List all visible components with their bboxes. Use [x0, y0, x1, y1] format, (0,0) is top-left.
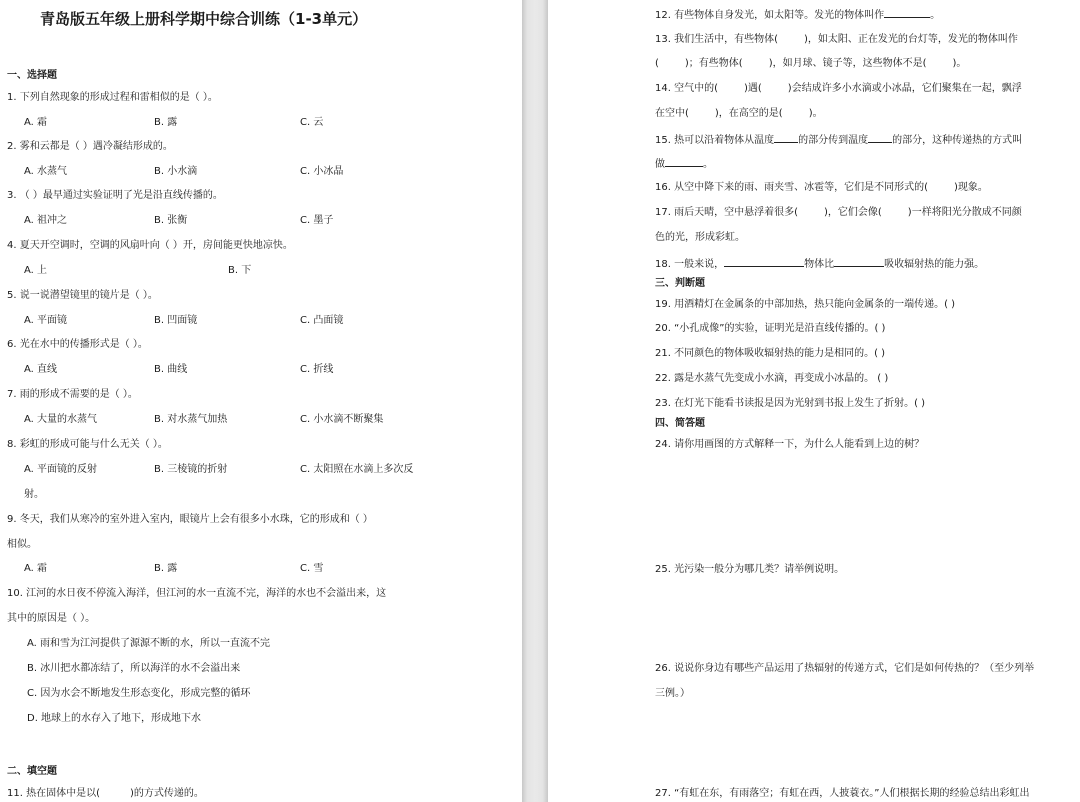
- q8-option-c-continued: 射。: [24, 489, 44, 500]
- q6-option-c: C. 折线: [300, 364, 334, 375]
- q9-option-a: A. 霜: [24, 563, 48, 574]
- q1-option-b: B. 露: [154, 117, 178, 128]
- q15-blank-1[interactable]: [774, 133, 798, 143]
- q15-text-a: 15. 热可以沿着物体从温度: [655, 135, 775, 146]
- question-20: 20. “小孔成像”的实验，证明光是沿直线传播的。( ): [655, 323, 886, 334]
- question-9: 9. 冬天，我们从寒冷的室外进入室内，眼镜片上会有很多小水珠，它的形成和（ ）: [7, 514, 373, 525]
- question-16: [655, 182, 988, 194]
- section-heading-fill: 二、填空题: [7, 766, 57, 777]
- question-17: [655, 207, 1022, 219]
- q3-option-a: A. 祖冲之: [24, 215, 68, 226]
- q15-blank-3[interactable]: [665, 157, 703, 167]
- question-9-continued: 相似。: [7, 539, 37, 550]
- q5-option-a: A. 平面镜: [24, 315, 68, 326]
- question-15: [655, 133, 1022, 147]
- question-14-line2: [655, 108, 823, 120]
- question-1: 1. 下列自然现象的形成过程和雷相似的是（ ）。: [7, 92, 218, 103]
- q13-text-e: )，如月球、镜子等，这些物体不是(: [768, 58, 927, 69]
- q14-text-f: )。: [808, 108, 823, 119]
- q6-option-b: B. 曲线: [154, 364, 188, 375]
- q12-text: 12. 有些物体自身发光，如太阳等。发光的物体叫作: [655, 10, 885, 21]
- q5-option-b: B. 凹面镜: [154, 315, 198, 326]
- q8-option-b: B. 三棱镜的折射: [154, 464, 228, 475]
- question-19: 19. 用酒精灯在金属条的中部加热，热只能向金属条的一端传递。( ): [655, 299, 956, 310]
- q11-text-a: 11. 热在固体中是以(: [7, 788, 100, 799]
- q12-end: 。: [930, 10, 941, 21]
- q10-option-d: D. 地球上的水存入了地下，形成地下水: [27, 713, 202, 724]
- q17-text-c: )一样将阳光分散成不同颜: [907, 207, 1022, 218]
- q13-text-f: )。: [952, 58, 967, 69]
- q7-option-b: B. 对水蒸气加热: [154, 414, 228, 425]
- q4-option-a: A. 上: [24, 265, 48, 276]
- right-page: [548, 0, 1080, 802]
- q11-text-b: )的方式传递的。: [129, 788, 204, 799]
- question-27: 27. “有虹在东，有雨落空；有虹在西，人披蓑衣。”人们根据长期的经验总结出彩虹出: [655, 788, 1030, 799]
- section-heading-short-answer: 四、简答题: [655, 418, 705, 429]
- q2-option-b: B. 小水滴: [154, 166, 198, 177]
- question-26: 26. 说说你身边有哪些产品运用了热辐射的传递方式，它们是如何传热的？（至少列举: [655, 663, 1035, 674]
- q8-option-a: A. 平面镜的反射: [24, 464, 98, 475]
- left-page: [0, 0, 522, 802]
- question-4: 4. 夏天开空调时，空调的风扇叶向（ ）开，房间能更快地凉快。: [7, 240, 293, 251]
- question-24: 24. 请你用画图的方式解释一下，为什么人能看到上边的树？: [655, 439, 925, 450]
- section-heading-choice: 一、选择题: [7, 70, 57, 81]
- q1-option-a: A. 霜: [24, 117, 48, 128]
- q3-option-b: B. 张衡: [154, 215, 188, 226]
- q15-text-e: 。: [703, 159, 713, 170]
- question-15-line2: [655, 157, 713, 171]
- question-17-line2: 色的光，形成彩虹。: [655, 232, 745, 243]
- q7-option-c: C. 小水滴不断聚集: [300, 414, 384, 425]
- q1-option-c: C. 云: [300, 117, 324, 128]
- question-22: 22. 露是水蒸气先变成小水滴，再变成小冰晶的。 ( ): [655, 373, 889, 384]
- q7-option-a: A. 大量的水蒸气: [24, 414, 98, 425]
- q5-option-c: C. 凸面镜: [300, 315, 344, 326]
- q14-text-a: 14. 空气中的(: [655, 83, 718, 94]
- q13-text-c: (: [655, 58, 659, 69]
- page-title: 青岛版五年级上册科学期中综合训练（1-3单元）: [40, 10, 368, 28]
- q13-text-b: )，如太阳、正在发光的台灯等，发光的物体叫作: [803, 34, 1018, 45]
- question-10-continued: 其中的原因是（ ）。: [7, 613, 96, 624]
- question-2: 2. 雾和云都是（ ）遇冷凝结形成的。: [7, 141, 173, 152]
- q15-text-b: 的部分传到温度: [798, 135, 869, 146]
- q10-option-b: B. 冰川把水都冻结了，所以海洋的水不会溢出来: [27, 663, 241, 674]
- q10-option-a: A. 雨和雪为江河提供了源源不断的水，所以一直流不完: [27, 638, 271, 649]
- q12-blank[interactable]: [884, 8, 930, 18]
- q9-option-b: B. 露: [154, 563, 178, 574]
- q13-text-d: )；有些物体(: [684, 58, 743, 69]
- question-25: 25. 光污染一般分为哪几类？请举例说明。: [655, 564, 845, 575]
- q14-text-e: )，在高空的是(: [714, 108, 783, 119]
- question-6: 6. 光在水中的传播形式是（ ）。: [7, 339, 148, 350]
- q15-blank-2[interactable]: [868, 133, 892, 143]
- question-11: [7, 788, 204, 800]
- q17-text-b: )，它们会像(: [823, 207, 882, 218]
- q3-option-c: C. 墨子: [300, 215, 334, 226]
- question-5: 5. 说一说潜望镜里的镜片是（ ）。: [7, 290, 158, 301]
- q16-text-b: )现象。: [953, 182, 988, 193]
- q14-text-b: )遇(: [743, 83, 762, 94]
- question-3: 3. （ ）最早通过实验证明了光是沿直线传播的。: [7, 190, 223, 201]
- q10-option-c: C. 因为水会不断地发生形态变化，形成完整的循环: [27, 688, 251, 699]
- q18-text-b: 物体比: [804, 259, 835, 270]
- q6-option-a: A. 直线: [24, 364, 58, 375]
- q18-text-c: 吸收辐射热的能力强。: [884, 259, 985, 270]
- section-heading-judge: 三、判断题: [655, 278, 705, 289]
- q2-option-a: A. 水蒸气: [24, 166, 68, 177]
- question-12: [655, 8, 940, 22]
- q15-text-c: 的部分，这种传递热的方式叫: [892, 135, 1023, 146]
- q18-blank-1[interactable]: [724, 257, 804, 267]
- question-21: 21. 不同颜色的物体吸收辐射热的能力是相同的。( ): [655, 348, 886, 359]
- question-18: [655, 257, 984, 271]
- q14-text-c: )会结成许多小水滴或小冰晶，它们聚集在一起，飘浮: [787, 83, 1022, 94]
- q4-option-b: B. 下: [228, 265, 252, 276]
- q2-option-c: C. 小冰晶: [300, 166, 344, 177]
- question-14: [655, 83, 1022, 95]
- q16-text-a: 16. 从空中降下来的雨、雨夹雪、冰雹等，它们是不同形式的(: [655, 182, 928, 193]
- q8-option-c: C. 太阳照在水滴上多次反: [300, 464, 414, 475]
- page-gutter: [522, 0, 548, 802]
- q18-blank-2[interactable]: [834, 257, 884, 267]
- question-26-continued: 三例。）: [655, 688, 690, 699]
- q14-text-d: 在空中(: [655, 108, 689, 119]
- question-8: 8. 彩虹的形成可能与什么无关（ ）。: [7, 439, 168, 450]
- question-13-line2: [655, 58, 966, 70]
- question-7: 7. 雨的形成不需要的是（ ）。: [7, 389, 138, 400]
- q13-text-a: 13. 我们生活中，有些物体(: [655, 34, 778, 45]
- question-23: 23. 在灯光下能看书读报是因为光射到书报上发生了折射。( ): [655, 398, 926, 409]
- question-10: 10. 江河的水日夜不停流入海洋，但江河的水一直流不完，海洋的水也不会溢出来，这: [7, 588, 387, 599]
- q18-text-a: 18. 一般来说，: [655, 259, 725, 270]
- q15-text-d: 做: [655, 159, 665, 170]
- q9-option-c: C. 雪: [300, 563, 324, 574]
- q17-text-a: 17. 雨后天晴，空中悬浮着很多(: [655, 207, 798, 218]
- question-13: [655, 34, 1018, 46]
